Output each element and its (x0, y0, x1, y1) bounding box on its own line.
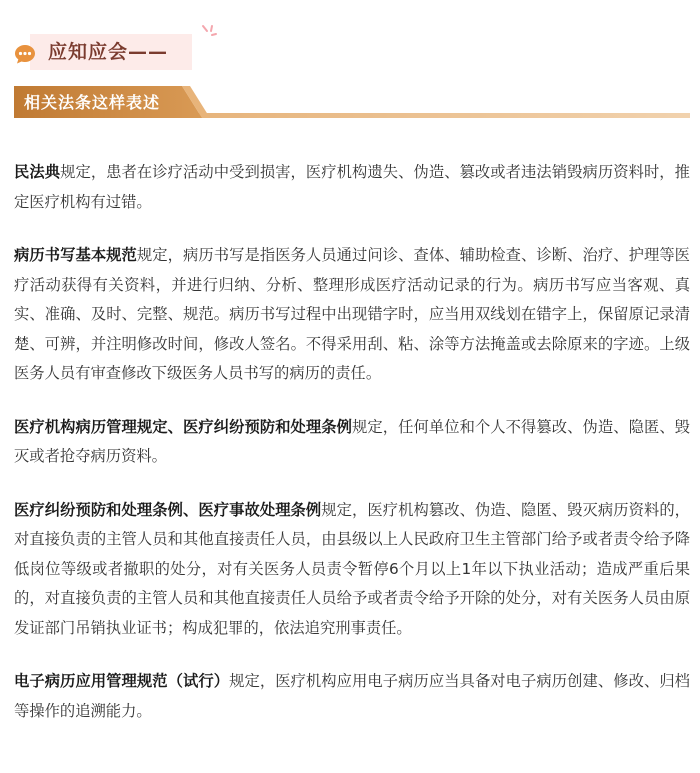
law-name: 医疗纠纷预防和处理条例、医疗事故处理条例 (14, 500, 322, 519)
law-name: 电子病历应用管理规范（试行） (14, 672, 230, 690)
paragraph-record-management (14, 413, 690, 472)
law-name: 民法典 (14, 163, 61, 181)
paragraph-text: 规定，任何单位和个人不得篡改、伪造、隐匿、毁灭或者抢夺病历资料。 (14, 417, 690, 465)
article-body (14, 158, 690, 750)
sparkle-icon (200, 24, 218, 44)
page-title: 应知应会—— (48, 41, 169, 63)
chat-bubble-icon (14, 44, 34, 64)
law-name: 病历书写基本规范 (14, 246, 137, 264)
law-name: 医疗机构病历管理规定、医疗纠纷预防和处理条例 (14, 417, 353, 436)
section-banner-label: 相关法条这样表述 (24, 93, 161, 112)
paragraph-civil-code (14, 158, 690, 217)
paragraph-text: 规定，患者在诊疗活动中受到损害，医疗机构遗失、伪造、篡改或者违法销毁病历资料时，推定医疗机构有过错。 (14, 163, 690, 211)
paragraph-text: 规定，医疗机构应用电子病历应当具备对电子病历创建、修改、归档等操作的追溯能力。 (14, 672, 690, 720)
paragraph-electronic-records (14, 667, 690, 726)
paragraph-text: 规定，医疗机构篡改、伪造、隐匿、毁灭病历资料的，对直接负责的主管人员和其他直接责任人员，由县级以上人民政府卫生主管部门给予或者责令给予降低岗位等级或者撤职的处分，对有关医务人员责令暂停6个月以上1年以下执业活动；造成严重后果的，对直接负责的主管人员和其他直接责任人员给予或者责令给予开除的处分，对有关医务人员由原发证部门吊销执业证书；构成犯罪的，依法追究刑事责任。 (14, 500, 690, 637)
paragraph-dispute-regulation (14, 496, 690, 644)
paragraph-text: 规定，病历书写是指医务人员通过问诊、查体、辅助检查、诊断、治疗、护理等医疗活动获得有关资料，并进行归纳、分析、整理形成医疗活动记录的行为。病历书写应当客观、真实、准确、及时、完整、规范。病历书写过程中出现错字时，应当用双线划在错字上，保留原记录清楚、可辨，并注明修改时间，修改人签名。不得采用刮、粘、涂等方法掩盖或去除原来的字迹。上级医务人员有审查修改下级医务人员书写的病历的责任。 (14, 246, 690, 382)
paragraph-record-writing (14, 241, 690, 389)
